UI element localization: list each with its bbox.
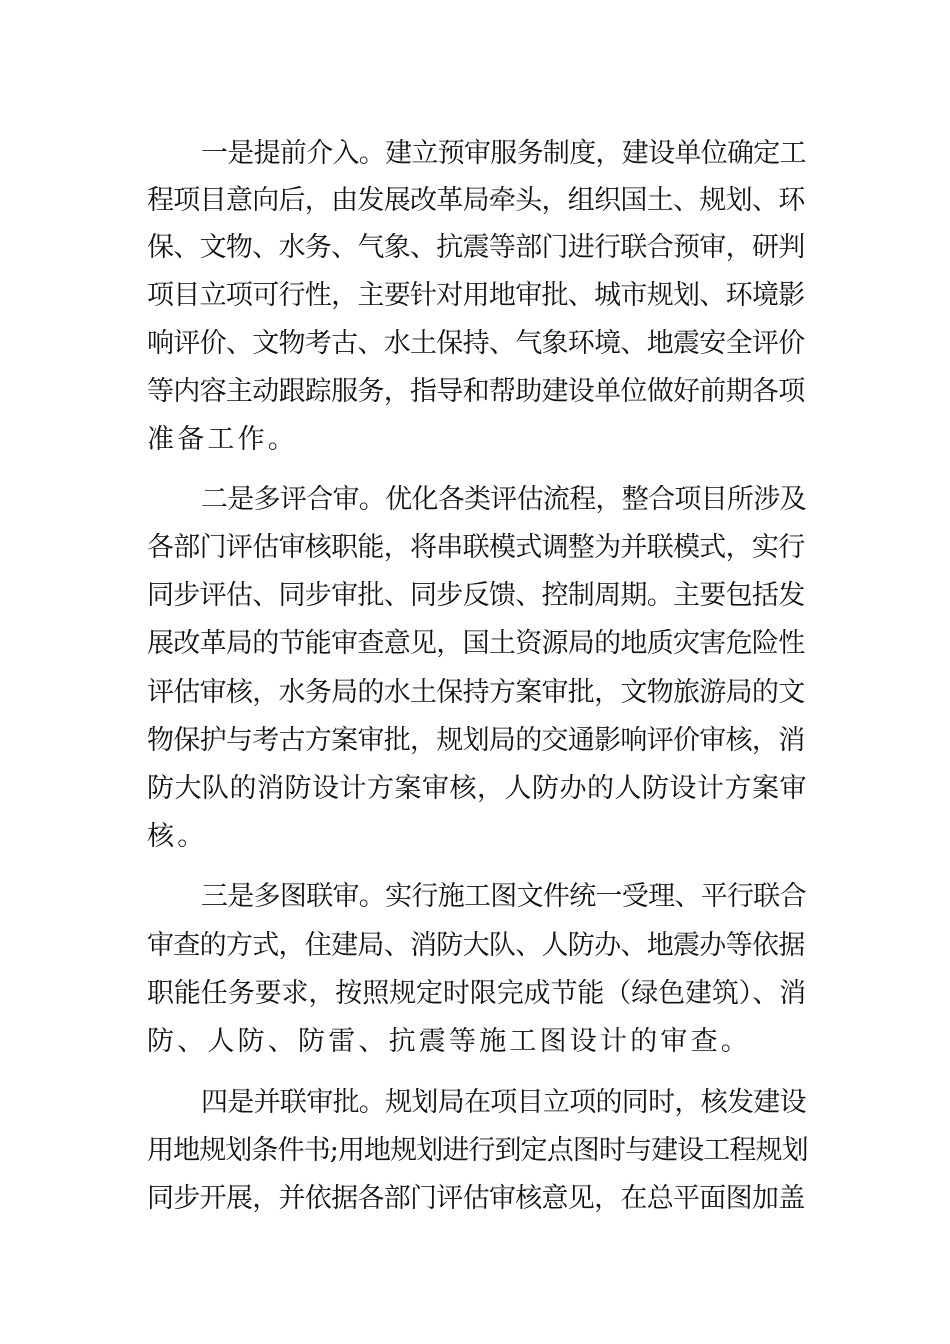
paragraph-2-line-3: 同步评估、同步审批、同步反馈、控制周期。主要包括发	[147, 580, 805, 611]
paragraph-4-line-2: 用地规划条件书;用地规划进行到定点图时与建设工程规划	[147, 1135, 808, 1166]
paragraph-1-line-1: 一是提前介入。建立预审服务制度，建设单位确定工	[201, 138, 806, 169]
paragraph-3-line-2: 审查的方式，住建局、消防大队、人防办、地震办等依据	[147, 930, 805, 961]
paragraph-3-line-1: 三是多图联审。实行施工图文件统一受理、平行联合	[201, 881, 806, 912]
paragraph-1-line-6: 等内容主动跟踪服务，指导和帮助建设单位做好前期各项	[147, 376, 805, 407]
paragraph-2-line-6: 物保护与考古方案审批，规划局的交通影响评价审核，消	[147, 725, 805, 756]
paragraph-2-line-7: 防大队的消防设计方案审核，人防办的人防设计方案审	[147, 773, 807, 804]
paragraph-2-line-2: 各部门评估审核职能，将串联模式调整为并联模式，实行	[147, 532, 805, 563]
paragraph-1-line-4: 项目立项可行性，主要针对用地审批、城市规划、环境影	[147, 280, 805, 311]
paragraph-2-line-8: 核。	[147, 821, 208, 852]
paragraph-1-line-2: 程项目意向后，由发展改革局牵头，组织国土、规划、环	[147, 185, 805, 216]
paragraph-2-line-5: 评估审核，水务局的水土保持方案审批，文物旅游局的文	[147, 677, 805, 708]
paragraph-1-line-5: 响评价、文物考古、水土保持、气象环境、地震安全评价	[147, 328, 805, 359]
paragraph-2-line-1: 二是多评合审。优化各类评估流程，整合项目所涉及	[201, 484, 806, 515]
paragraph-4-line-3: 同步开展，并依据各部门评估审核意见，在总平面图加盖	[147, 1183, 805, 1214]
paragraph-3-line-3: 职能任务要求，按照规定时限完成节能（绿色建筑）、消	[147, 978, 806, 1009]
paragraph-3-line-4: 防、人防、防雷、抗震等施工图设计的审查。	[147, 1026, 751, 1057]
paragraph-2-line-4: 展改革局的节能审查意见，国土资源局的地质灾害危险性	[147, 628, 805, 659]
paragraph-4-line-1: 四是并联审批。规划局在项目立项的同时，核发建设	[201, 1087, 806, 1118]
paragraph-1-line-3: 保、文物、水务、气象、抗震等部门进行联合预审，研判	[147, 232, 805, 263]
paragraph-1-line-7: 准备工作。	[147, 424, 298, 455]
